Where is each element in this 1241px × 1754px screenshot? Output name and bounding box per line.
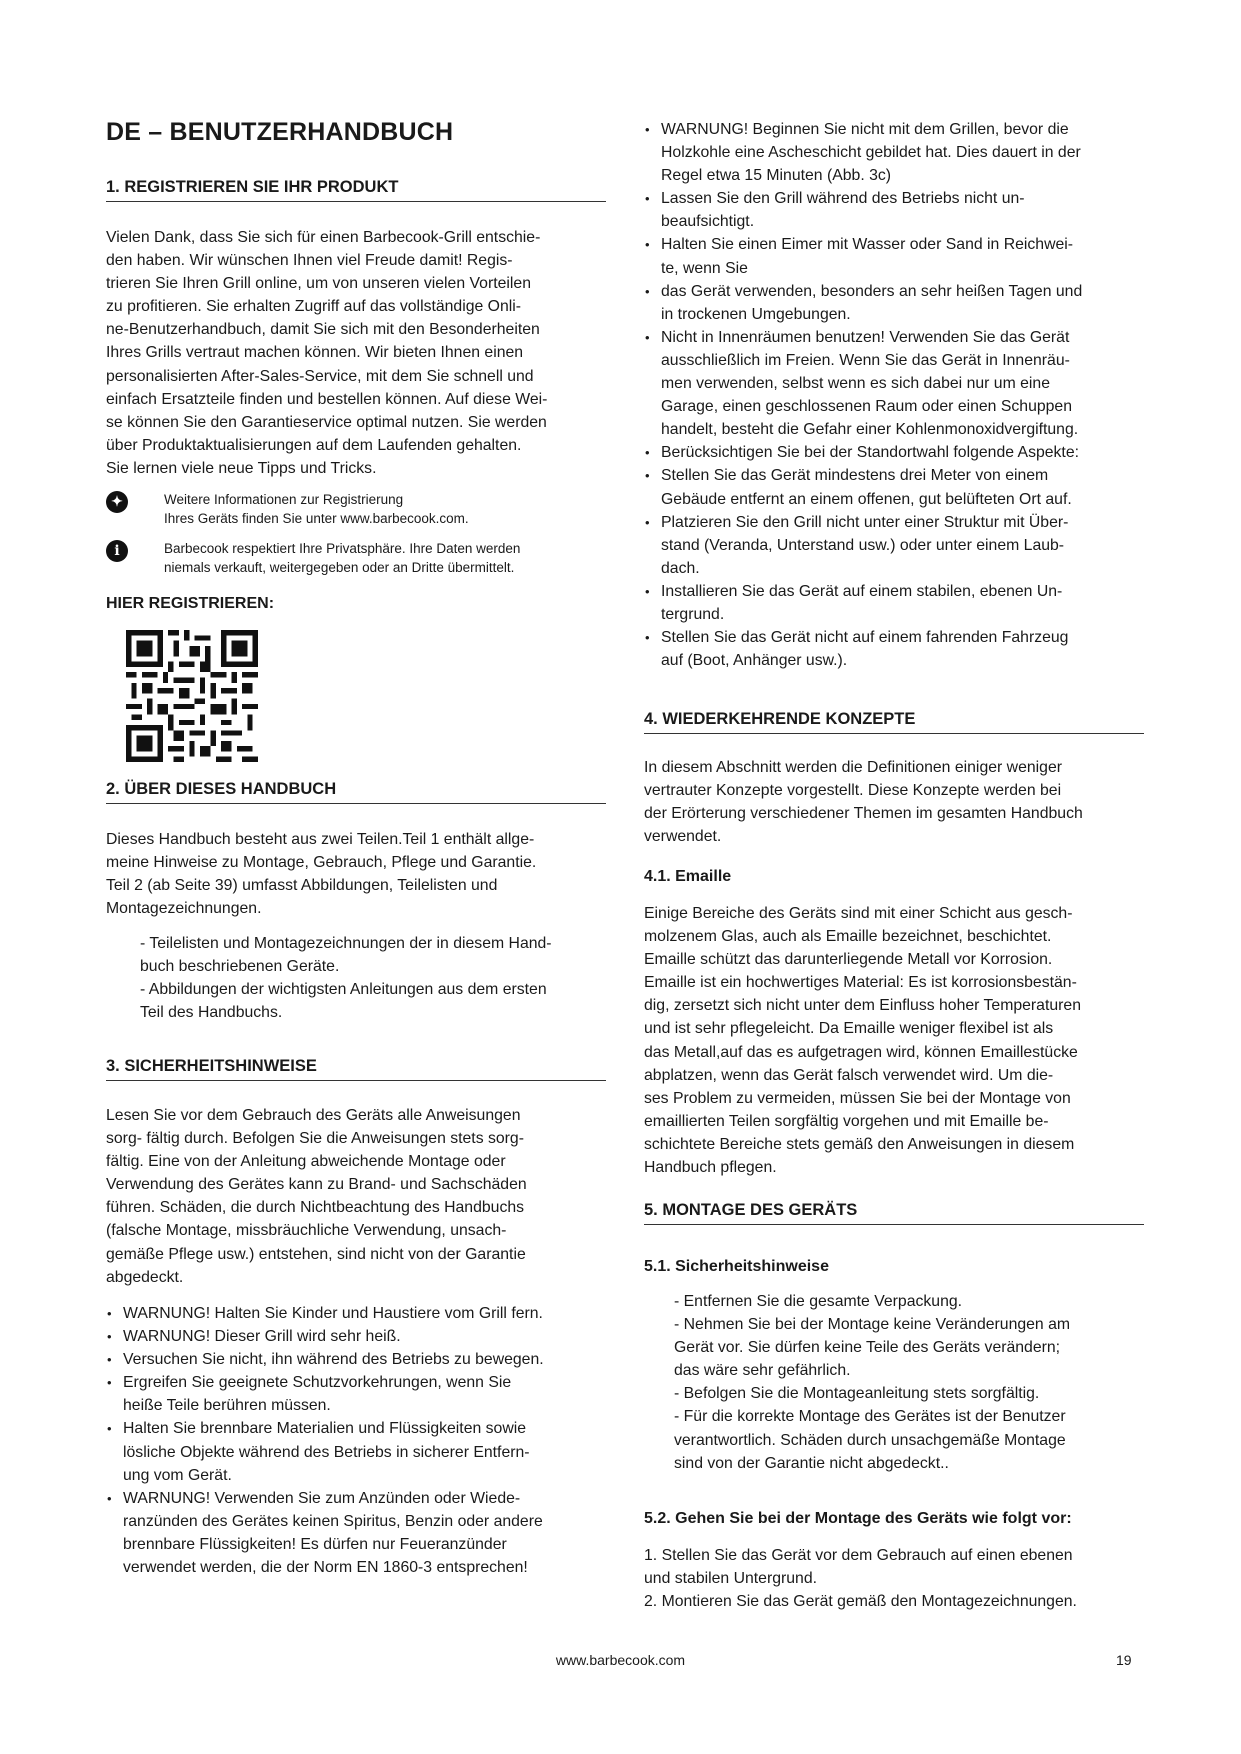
qr-code[interactable]	[126, 630, 258, 762]
note-line: Weitere Informationen zur Registrierung	[164, 492, 404, 507]
warning-item-line: stand (Veranda, Unterstand usw.) oder unter einem Laub-	[661, 536, 1065, 554]
body-line: der Erörterung verschiedener Themen im gesamten Handbuch	[644, 805, 1083, 823]
body-line: fältig. Eine von der Anleitung abweichende Montage oder	[106, 1153, 506, 1171]
warning-item-line: • Installieren Sie das Gerät auf einem stabilen, ebenen Un-	[661, 582, 1063, 600]
body-line: dig, zersetzt sich nicht unter dem Einfluss hoher Temperaturen	[644, 997, 1081, 1015]
warning-item-line: handelt, besteht die Gefahr einer Kohlenmonoxidvergiftung.	[661, 421, 1079, 439]
warning-item-line: tergrund.	[661, 605, 725, 623]
warning-item-line: ung vom Gerät.	[123, 1466, 232, 1484]
body-line: Teil 2 (ab Seite 39) umfasst Abbildungen, Teilelisten und	[106, 877, 498, 895]
warning-item	[106, 1325, 606, 1348]
warning-item-line: • Versuchen Sie nicht, ihn während des Betriebs zu bewegen.	[123, 1351, 544, 1369]
section-4-heading: 4. WIEDERKEHRENDE KONZEPTE	[644, 710, 1144, 734]
body-line: se können Sie den Garantieservice optimal nutzen. Sie werden	[106, 413, 547, 431]
body-line: Lesen Sie vor dem Gebrauch des Geräts alle Anweisungen	[106, 1107, 521, 1124]
warning-item-line: verwendet werden, die der Norm EN 1860-3 entsprechen!	[123, 1559, 528, 1577]
body-line: zu profitieren. Sie erhalten Zugriff auf das vollständige Onli-	[106, 298, 522, 316]
warning-item-line: • WARNUNG! Verwenden Sie zum Anzünden oder Wiede-	[123, 1489, 521, 1507]
section-5-2-list	[644, 1544, 1144, 1613]
list-item-line: - Befolgen Sie die Montageanleitung stets sorgfältig.	[674, 1385, 1040, 1403]
section-2-heading: 2. ÜBER DIESES HANDBUCH	[106, 780, 606, 804]
body-line: Emaille schützt das darunterliegende Metall vor Korrosion.	[644, 951, 1053, 969]
warning-item-line: • Nicht in Innenräumen benutzen! Verwenden Sie das Gerät	[661, 328, 1070, 346]
list-item-line: - Abbildungen der wichtigsten Anleitungen aus dem ersten	[140, 981, 547, 999]
body-line: Einige Bereiche des Geräts sind mit einer Schicht aus gesch-	[644, 905, 1073, 922]
body-line: (falsche Montage, missbräuchliche Verwendung, unsach-	[106, 1222, 507, 1240]
section-2-body	[106, 828, 606, 920]
warning-item-line: ausschließlich im Freien. Wenn Sie das Gerät in Innenräu-	[661, 351, 1070, 369]
warning-item-line: auf (Boot, Anhänger usw.).	[661, 652, 848, 670]
body-line: ne-Benutzerhandbuch, damit Sie sich mit den Besonderheiten	[106, 321, 540, 339]
warning-item-line: • Lassen Sie den Grill während des Betriebs nicht un-	[661, 190, 1025, 208]
warning-item-line: te, wenn Sie	[661, 259, 748, 277]
warning-item-line: • WARNUNG! Beginnen Sie nicht mit dem Grillen, bevor die	[661, 121, 1069, 138]
warning-item	[644, 233, 1144, 279]
step-item-line: 1. Stellen Sie das Gerät vor dem Gebrauch auf einen ebenen	[644, 1547, 1073, 1564]
section-3-heading: 3. SICHERHEITSHINWEISE	[106, 1057, 606, 1081]
body-line: Verwendung des Gerätes kann zu Brand- und Sachschäden	[106, 1176, 527, 1194]
note-line: Ihres Geräts finden Sie unter www.barbecook.com.	[164, 511, 469, 526]
list-item	[674, 1382, 1144, 1405]
warning-item	[644, 326, 1144, 441]
list-item-line: das wäre sehr gefährlich.	[674, 1362, 851, 1380]
warning-item	[106, 1302, 606, 1325]
list-item	[140, 932, 606, 978]
warning-item-line: Regel etwa 15 Minuten (Abb. 3c)	[661, 167, 892, 185]
section-1-body	[106, 226, 606, 480]
warning-item-line: • Stellen Sie das Gerät nicht auf einem fahrenden Fahrzeug	[661, 629, 1069, 647]
warning-item	[106, 1348, 606, 1371]
section-2-list	[140, 932, 606, 1024]
step-item-line: 2. Montieren Sie das Gerät gemäß den Montagezeichnungen.	[644, 1593, 1077, 1611]
registration-note-text	[164, 490, 606, 528]
body-line: Emaille ist ein hochwertiges Material: Es ist korrosionsbestän-	[644, 974, 1077, 992]
body-line: ses Problem zu vermeiden, müssen Sie bei der Montage von	[644, 1089, 1071, 1107]
warning-item-line: • Platzieren Sie den Grill nicht unter einer Struktur mit Über-	[661, 513, 1069, 531]
section-4-1-body	[644, 902, 1144, 1179]
section-5-1-list	[674, 1290, 1144, 1475]
list-item-line: buch beschriebenen Geräte.	[140, 958, 340, 976]
body-line: gemäße Pflege usw.) entstehen, sind nicht von der Garantie	[106, 1245, 526, 1263]
warning-item-line: Gebäude entfernt an einem offenen, gut belüfteten Ort auf.	[661, 490, 1072, 508]
body-line: trieren Sie Ihren Grill online, um von unseren vielen Vorteilen	[106, 275, 531, 293]
warning-item-line: in trockenen Umgebungen.	[661, 305, 851, 323]
section-3-body	[106, 1104, 606, 1289]
warning-item-line: • Halten Sie brennbare Materialien und Flüssigkeiten sowie	[123, 1420, 527, 1438]
warning-item	[644, 464, 1144, 510]
list-item	[140, 978, 606, 1024]
warning-item-line: • Berücksichtigen Sie bei der Standortwahl folgende Aspekte:	[661, 444, 1080, 462]
warning-item	[644, 511, 1144, 580]
list-item-line: - Für die korrekte Montage des Gerätes ist der Benutzer	[674, 1408, 1066, 1426]
warning-item	[644, 280, 1144, 326]
warning-item-line: • WARNUNG! Halten Sie Kinder und Haustiere vom Grill fern.	[123, 1305, 543, 1322]
warning-item-line: men verwenden, selbst wenn es sich dabei nur um eine	[661, 375, 1050, 393]
warning-item	[106, 1487, 606, 1579]
note-line: niemals verkauft, weitergegeben oder an Dritte übermittelt.	[164, 560, 515, 575]
warning-item-line: heiße Teile berühren müssen.	[123, 1397, 331, 1415]
section-1-heading: 1. REGISTRIEREN SIE IHR PRODUKT	[106, 178, 606, 202]
body-line: sorg- fältig durch. Befolgen Sie die Anweisungen stets sorg-	[106, 1130, 524, 1148]
section-5-heading: 5. MONTAGE DES GERÄTS	[644, 1201, 1144, 1225]
section-4-1-heading: 4.1. Emaille	[644, 868, 732, 885]
privacy-note-text	[164, 539, 606, 577]
section-4-body	[644, 756, 1144, 848]
lightbulb-icon: ✦	[106, 491, 128, 513]
body-line: Sie lernen viele neue Tipps und Tricks.	[106, 459, 377, 477]
body-line: In diesem Abschnitt werden die Definitionen einiger weniger	[644, 759, 1062, 776]
document-title: DE – BENUTZERHANDBUCH	[106, 118, 454, 146]
body-line: abgedeckt.	[106, 1268, 184, 1286]
note-line: Barbecook respektiert Ihre Privatsphäre. Ihre Daten werden	[164, 541, 521, 556]
register-label: HIER REGISTRIEREN:	[106, 595, 275, 612]
step-item	[644, 1544, 1144, 1590]
safety-warnings-left	[106, 1302, 606, 1579]
page-number: 19	[1116, 1652, 1132, 1668]
body-line: personalisierten After-Sales-Service, mit dem Sie schnell und	[106, 367, 534, 385]
body-line: über Produktaktualisierungen auf dem Laufenden gehalten.	[106, 436, 522, 454]
list-item-line: sind von der Garantie nicht abgedeckt..	[674, 1454, 949, 1472]
body-line: Montagezeichnungen.	[106, 900, 262, 918]
body-line: abplatzen, wenn das Gerät falsch verwendet wird. Um die-	[644, 1066, 1054, 1084]
warning-item-line: dach.	[661, 559, 700, 577]
section-5-2-heading: 5.2. Gehen Sie bei der Montage des Geräts wie folgt vor:	[644, 1510, 1072, 1527]
warning-item-line: • Ergreifen Sie geeignete Schutzvorkehrungen, wenn Sie	[123, 1374, 512, 1392]
warning-item	[644, 626, 1144, 672]
body-line: Vielen Dank, dass Sie sich für einen Barbecook-Grill entschie-	[106, 229, 541, 246]
section-5-1-heading: 5.1. Sicherheitshinweise	[644, 1258, 829, 1275]
warning-item-line: beaufsichtigt.	[661, 213, 755, 231]
warning-item	[644, 118, 1144, 187]
body-line: das Metall,auf das es aufgetragen wird, können Emaillestücke	[644, 1043, 1078, 1061]
list-item	[674, 1405, 1144, 1474]
body-line: schichtete Bereiche stets gemäß den Anweisungen in diesem	[644, 1135, 1075, 1153]
list-item-line: Gerät vor. Sie dürfen keine Teile des Geräts verändern;	[674, 1339, 1061, 1357]
warning-item	[106, 1417, 606, 1486]
warning-item-line: lösliche Objekte während des Betriebs in sicherer Entfern-	[123, 1443, 530, 1461]
body-line: Handbuch pflegen.	[644, 1159, 777, 1177]
warning-item-line: • das Gerät verwenden, besonders an sehr heißen Tagen und	[661, 282, 1083, 300]
warning-item-line: Garage, einen geschlossenen Raum oder einen Schuppen	[661, 398, 1073, 416]
list-item-line: Teil des Handbuchs.	[140, 1004, 283, 1022]
warning-item-line: • Stellen Sie das Gerät mindestens drei Meter von einem	[661, 467, 1049, 485]
body-line: einfach Ersatzteile finden und bestellen können. Auf diese Wei-	[106, 390, 548, 408]
body-line: den haben. Wir wünschen Ihnen viel Freude damit! Regis-	[106, 252, 513, 270]
body-line: verwendet.	[644, 828, 722, 846]
warning-item	[644, 187, 1144, 233]
body-line: Dieses Handbuch besteht aus zwei Teilen.Teil 1 enthält allge-	[106, 831, 535, 848]
warning-item-line: ranzünden des Gerätes keinen Spiritus, Benzin oder andere	[123, 1512, 543, 1530]
list-item-line: - Entfernen Sie die gesamte Verpackung.	[674, 1293, 963, 1310]
list-item-line: verantwortlich. Schäden durch unsachgemäße Montage	[674, 1431, 1066, 1449]
step-item	[644, 1590, 1144, 1613]
list-item	[674, 1313, 1144, 1382]
body-line: meine Hinweise zu Montage, Gebrauch, Pflege und Garantie.	[106, 854, 537, 872]
warning-item	[106, 1371, 606, 1417]
safety-warnings-right	[644, 118, 1144, 672]
body-line: führen. Schäden, die durch Nichtbeachtung des Handbuchs	[106, 1199, 525, 1217]
body-line: molzenem Glas, auch als Emaille bezeichnet, beschichtet.	[644, 928, 1052, 946]
warning-item	[644, 580, 1144, 626]
footer-url[interactable]: www.barbecook.com	[555, 1652, 686, 1668]
list-item-line: - Nehmen Sie bei der Montage keine Veränderungen am	[674, 1316, 1071, 1334]
body-line: und ist sehr pflegeleicht. Da Emaille weniger flexibel ist als	[644, 1020, 1054, 1038]
list-item-line: - Teilelisten und Montagezeichnungen der in diesem Hand-	[140, 935, 552, 952]
body-line: emaillierten Teilen sorgfältig vorgehen und mit Emaille be-	[644, 1112, 1049, 1130]
warning-item-line: brennbare Flüssigkeiten! Es dürfen nur Feueranzünder	[123, 1535, 507, 1553]
body-line: vertrauter Konzepte vorgestellt. Diese Konzepte werden bei	[644, 782, 1062, 800]
body-line: Ihres Grills vertraut machen können. Wir bieten Ihnen einen	[106, 344, 524, 362]
warning-item-line: • Halten Sie einen Eimer mit Wasser oder Sand in Reichwei-	[661, 236, 1074, 254]
warning-item-line: • WARNUNG! Dieser Grill wird sehr heiß.	[123, 1328, 401, 1346]
info-icon: i	[106, 540, 128, 562]
warning-item	[644, 441, 1144, 464]
list-item	[674, 1290, 1144, 1313]
warning-item-line: Holzkohle eine Ascheschicht gebildet hat. Dies dauert in der	[661, 144, 1081, 162]
step-item-line: und stabilen Untergrund.	[644, 1570, 818, 1588]
